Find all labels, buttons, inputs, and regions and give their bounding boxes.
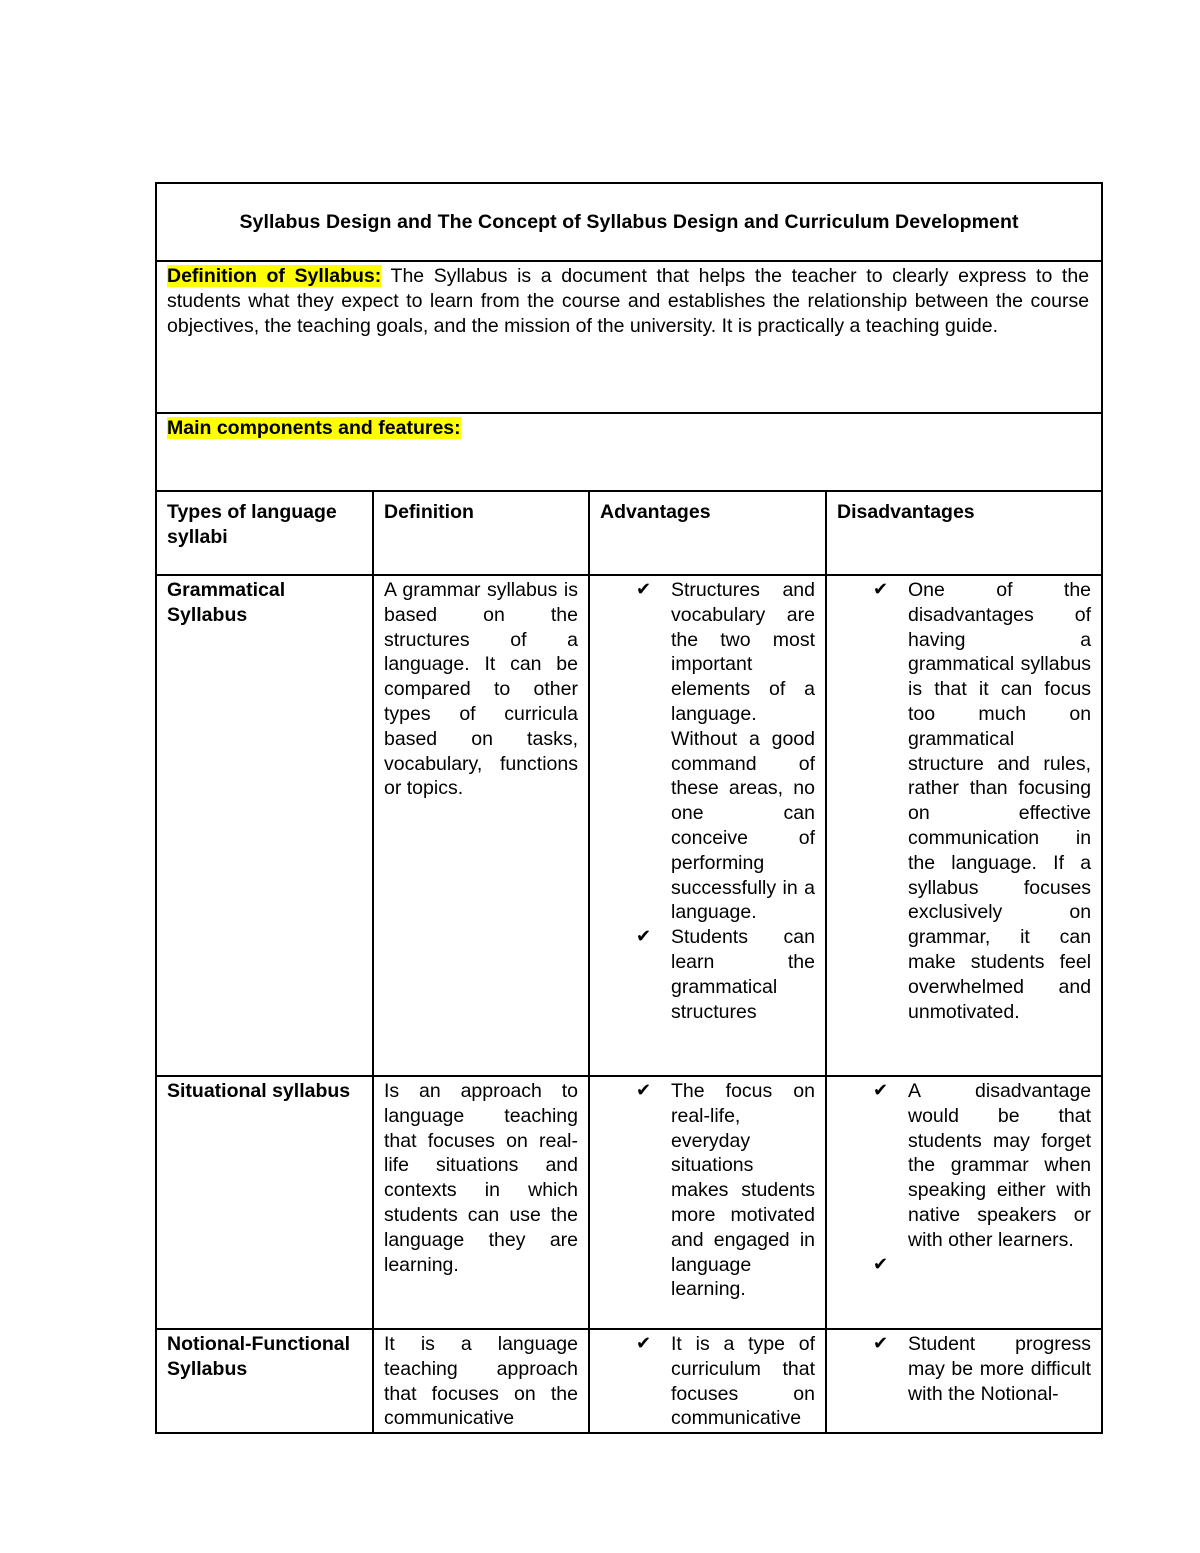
checkmark-icon: ✔ <box>636 579 652 600</box>
main-components-section <box>156 413 1102 491</box>
disadvantages-cell <box>826 1329 1102 1433</box>
table-row <box>156 575 1102 1076</box>
list-item: ✔ Structures and vocabulary are the two most important elements of a language. Without a good command of these areas, no one can conceive of performing successfully in a language. <box>636 579 815 924</box>
table-row <box>156 1076 1102 1329</box>
syllabus-type: Situational syllabus <box>156 1076 373 1329</box>
definition-label: Definition of Syllabus: <box>167 265 382 287</box>
checkmark-icon: ✔ <box>873 1080 889 1101</box>
advantages-cell <box>589 1076 826 1329</box>
document-title: Syllabus Design and The Concept of Syllabus Design and Curriculum Development <box>156 183 1102 261</box>
definition-section <box>156 261 1102 413</box>
checkmark-icon: ✔ <box>636 1080 652 1101</box>
main-components-label: Main components and features: <box>167 417 461 439</box>
checkmark-icon: ✔ <box>873 1333 889 1354</box>
disadvantages-cell <box>826 1076 1102 1329</box>
checkmark-icon: ✔ <box>636 926 652 948</box>
list-item: ✔ The focus on real-life, everyday situations makes students more motivated and engaged in language learning. <box>636 1080 815 1301</box>
header-definition: Definition <box>373 491 589 575</box>
syllabus-definition: A grammar syllabus is based on the structures of a language. It can be compared to other types of curricula based on tasks, vocabulary, functions or topics. <box>373 575 589 1076</box>
checkmark-icon: ✔ <box>873 579 889 600</box>
header-disadvantages: Disadvantages <box>826 491 1102 575</box>
definition-text: The Syllabus is a document that helps the teacher to clearly express to the students what they expect to learn from the course and establishes the relationship between the course objectives, the teaching goals, and the mission of the university. It is practically a teaching guide. <box>167 265 1090 337</box>
list-item: ✔ Students can learn the grammatical structures <box>636 926 815 1023</box>
list-item: ✔ Student progress may be more difficult with the Notional- <box>873 1333 1092 1405</box>
syllabus-type: Grammatical Syllabus <box>156 575 373 1076</box>
advantages-cell <box>589 1329 826 1433</box>
header-types: Types of language syllabi <box>156 491 373 575</box>
header-advantages: Advantages <box>589 491 826 575</box>
checkmark-icon: ✔ <box>636 1333 652 1354</box>
disadvantages-cell <box>826 575 1102 1076</box>
advantages-cell <box>589 575 826 1076</box>
table-row <box>156 1329 1102 1433</box>
list-item: ✔ It is a type of curriculum that focuses on communicative <box>636 1333 815 1430</box>
syllabus-table <box>155 182 1103 1434</box>
syllabus-definition: It is a language teaching approach that focuses on the communicative <box>373 1329 589 1433</box>
syllabus-type: Notional-Functional Syllabus <box>156 1329 373 1433</box>
document-page <box>155 182 1101 1434</box>
list-item: ✔ One of the disadvantages of having a grammatical syllabus is that it can focus too much on grammatical structure and rules, rather than focusing on effective communication in the language. If a syllabus focuses exclusively on grammar, it can make students feel overwhelmed and unmotivated. <box>873 579 1092 1023</box>
checkmark-icon: ✔ <box>873 1253 889 1275</box>
table-header-row <box>156 491 1102 575</box>
list-item: ✔ A disadvantage would be that students may forget the grammar when speaking either with native speakers or with other learners. <box>873 1080 1092 1251</box>
syllabus-definition: Is an approach to language teaching that focuses on real-life situations and contexts in which students can use the language they are learning. <box>373 1076 589 1329</box>
